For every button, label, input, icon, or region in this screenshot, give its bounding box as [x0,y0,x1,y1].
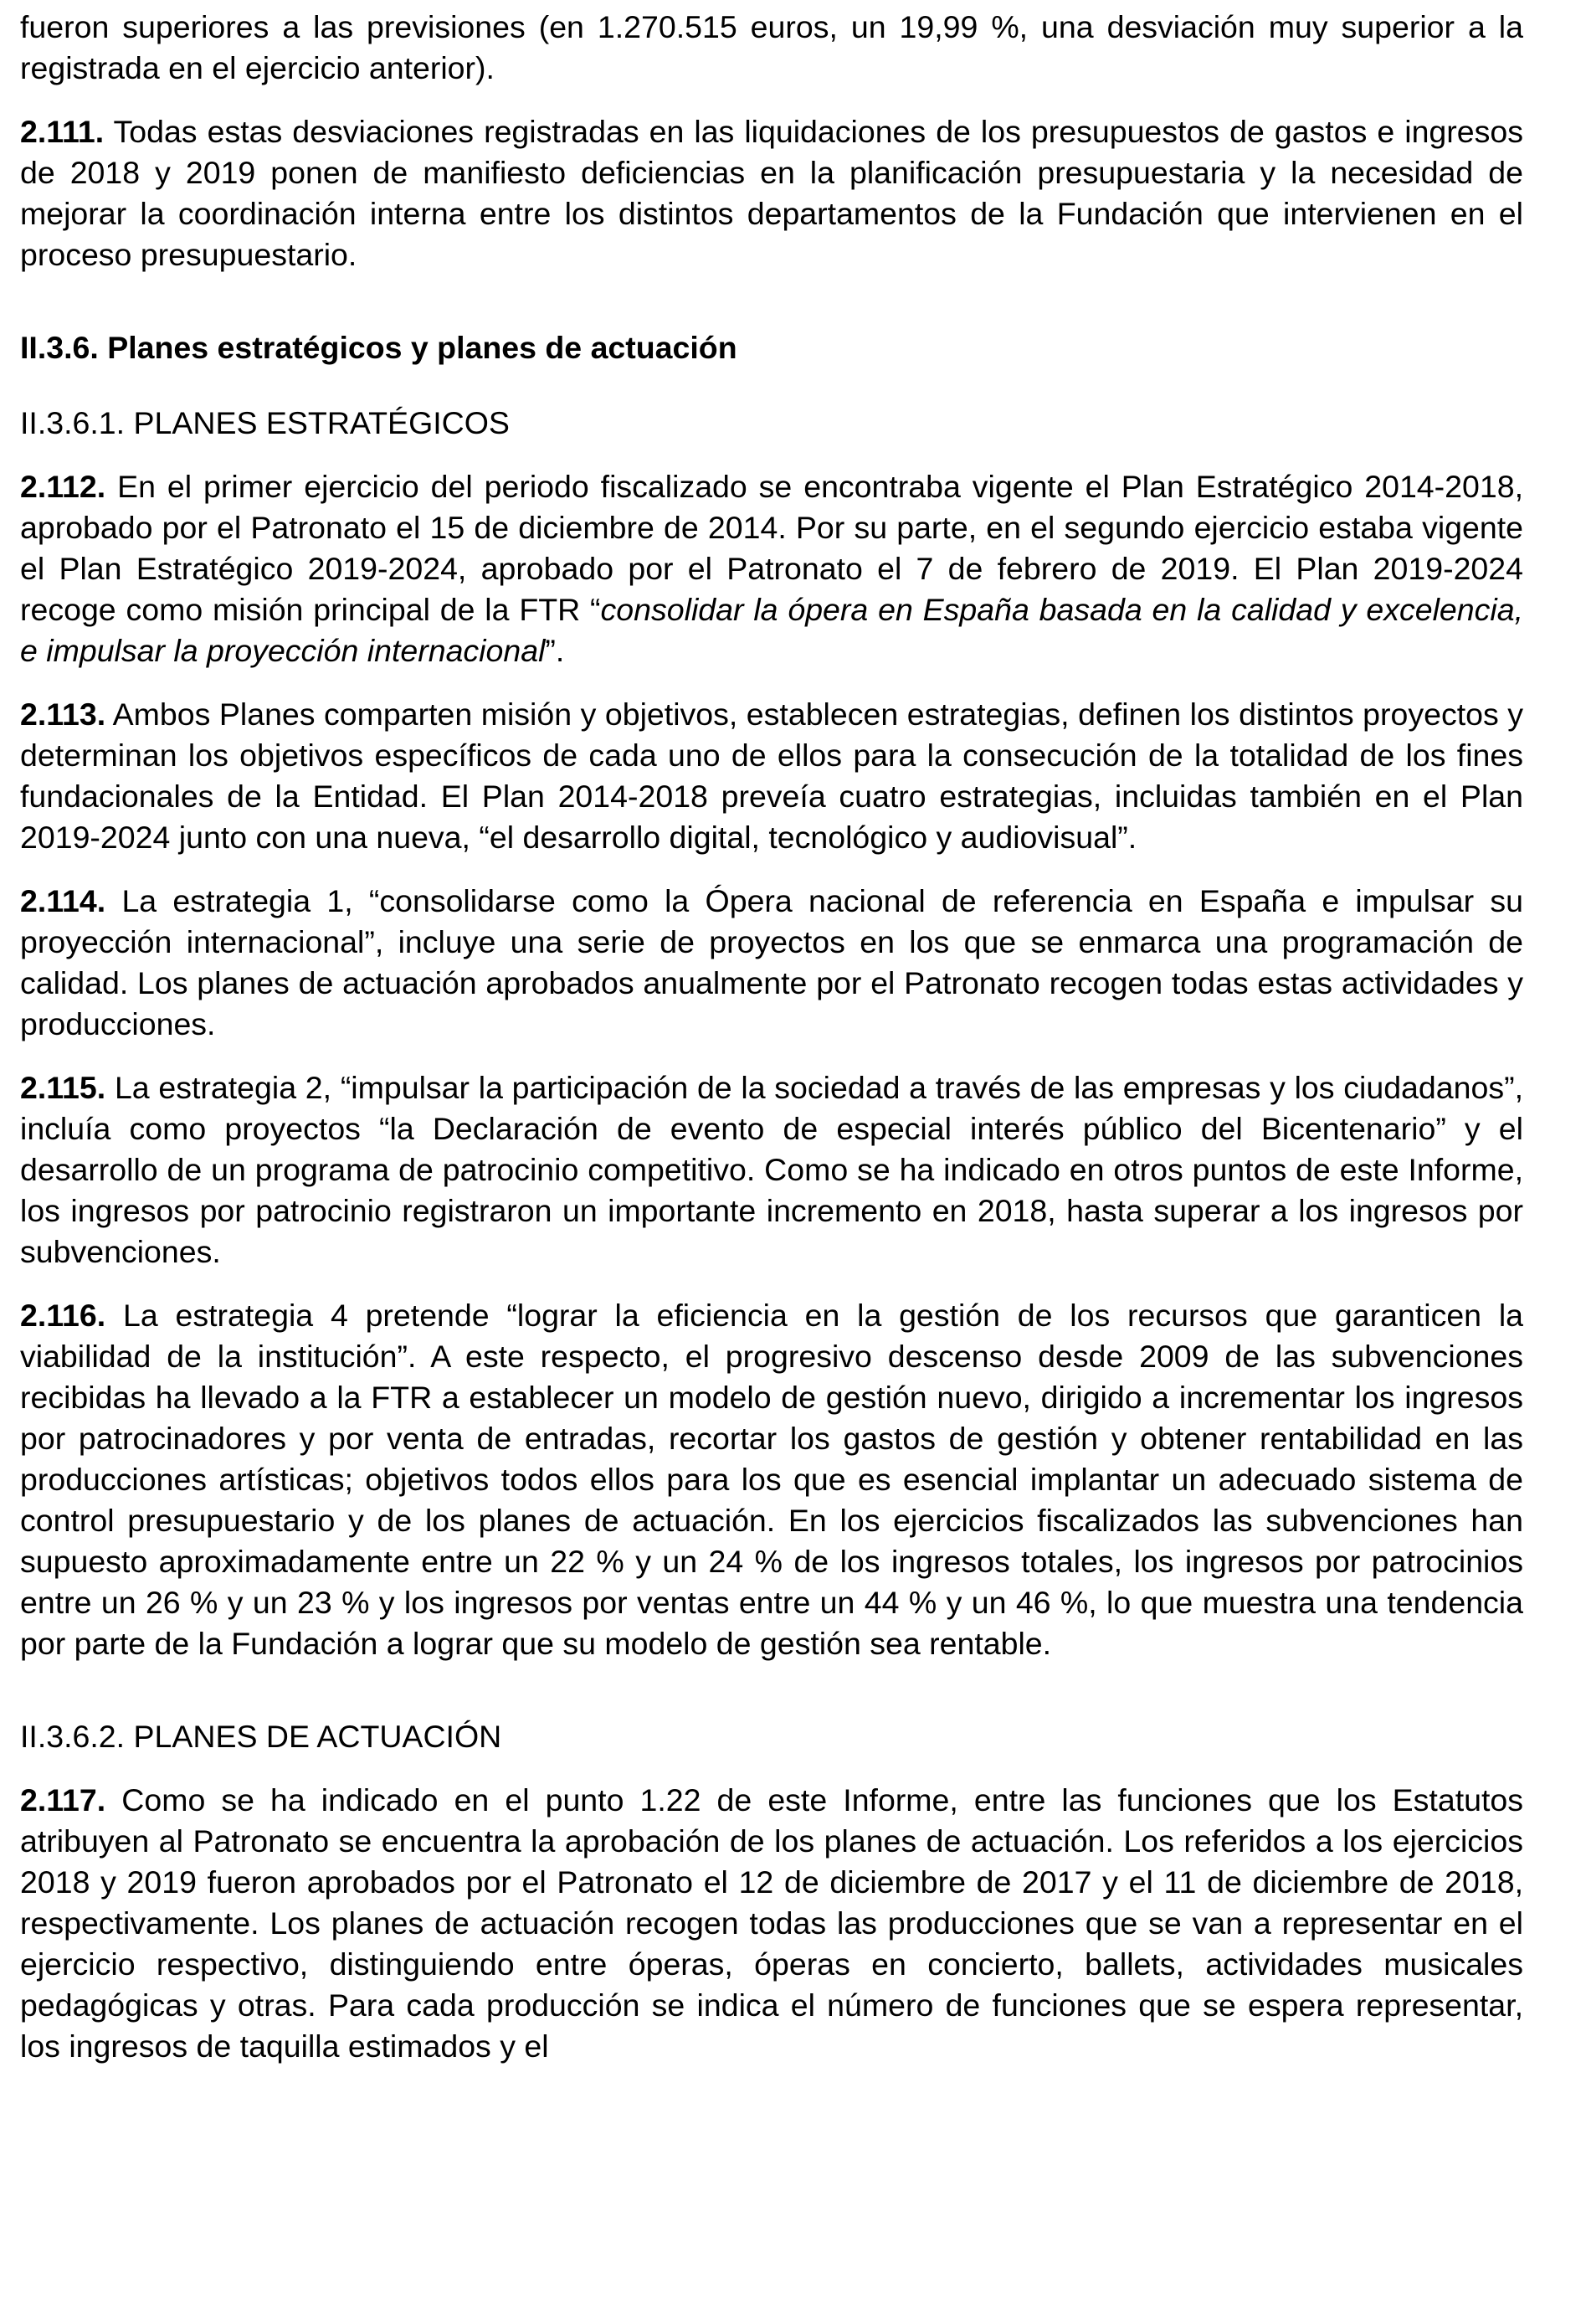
paragraph-number: 2.115. [20,1070,106,1105]
paragraph-2-113 [20,694,1523,858]
mission-quote: consolidar la ópera en España basada en la calidad y excelencia, e impulsar la proyección internacional [20,592,1523,668]
paragraph-number: 2.113. [20,697,106,732]
paragraph-text: La estrategia 1, “consolidarse como la Ópera nacional de referencia en España e impulsar su proyección internacional”, incluye una serie de proyectos en los que se enmarca una programación de calidad. Los planes de actuación aprobados anualmente por el Patronato recogen todas estas actividades y producciones. [20,883,1523,1041]
intro-text: fueron superiores a las previsiones (en 1.270.515 euros, un 19,99 %, una desviación muy superior a la registrada en el ejercicio anterior). [20,9,1523,85]
paragraph-number: 2.114. [20,883,106,918]
paragraph-2-111 [20,111,1523,275]
paragraph-2-112 [20,466,1523,671]
subsection-heading-planes-actuacion: II.3.6.2. PLANES DE ACTUACIÓN [20,1719,502,1754]
paragraph-text: La estrategia 4 pretende “lograr la eficiencia en la gestión de los recursos que garanticen la viabilidad de la institución”. A este respecto, el progresivo descenso desde 2009 de las subvenciones recibidas ha llevado a la FTR a establecer un modelo de gestión nuevo, dirigido a incrementar los ingresos por patrocinadores y por venta de entradas, recortar los gastos de gestión y obtener rentabilidad en las producciones artísticas; objetivos todos ellos para los que es esencial implantar un adecuado sistema de control presupuestario y de los planes de actuación. En los ejercicios fiscalizados las subvenciones han supuesto aproximadamente entre un 22 % y un 24 % de los ingresos totales, los ingresos por patrocinios entre un 26 % y un 23 % y los ingresos por ventas entre un 44 % y un 46 %, lo que muestra una tendencia por parte de la Fundación a lograr que su modelo de gestión sea rentable. [20,1298,1523,1661]
subsection-heading-planes-estrategicos: II.3.6.1. PLANES ESTRATÉGICOS [20,405,510,440]
paragraph-text: Todas estas desviaciones registradas en las liquidaciones de los presupuestos de gastos e ingresos de 2018 y 2019 ponen de manifiesto deficiencias en la planificación presupuestaria y la necesidad de mejorar la coordinación interna entre los distintos departamentos de la Fundación que intervienen en el proceso presupuestario. [20,114,1523,272]
document-page [20,7,1523,2067]
paragraph-2-114 [20,881,1523,1045]
section-heading: II.3.6. Planes estratégicos y planes de actuación [20,330,737,365]
paragraph-text: En el primer ejercicio del periodo fiscalizado se encontraba vigente el Plan Estratégico 2014-2018, aprobado por el Patronato el 15 de diciembre de 2014. Por su parte, en el segundo ejercicio estaba vigente el Plan Estratégico 2019-2024, aprobado por el Patronato el 7 de febrero de 2019. El Plan 2019-2024 recoge como misión principal de la FTR “ [20,469,1523,627]
paragraph-2-117 [20,1780,1523,2067]
intro-paragraph [20,7,1523,89]
paragraph-text: Ambos Planes comparten misión y objetivos, establecen estrategias, definen los distintos proyectos y determinan los objetivos específicos de cada uno de ellos para la consecución de la totalidad de los fines fundacionales de la Entidad. El Plan 2014-2018 preveía cuatro estrategias, incluidas también en el Plan 2019-2024 junto con una nueva, “el desarrollo digital, tecnológico y audiovisual”. [20,697,1523,855]
paragraph-number: 2.117. [20,1782,106,1818]
paragraph-number: 2.111. [20,114,105,149]
paragraph-2-116 [20,1295,1523,1664]
paragraph-number: 2.112. [20,469,106,504]
paragraph-2-115 [20,1067,1523,1273]
paragraph-text: La estrategia 2, “impulsar la participación de la sociedad a través de las empresas y los ciudadanos”, incluía como proyectos “la Declaración de evento de especial interés público del Bicentenario” y el desarrollo de un programa de patrocinio competitivo. Como se ha indicado en otros puntos de este Informe, los ingresos por patrocinio registraron un importante incremento en 2018, hasta superar a los ingresos por subvenciones. [20,1070,1523,1269]
paragraph-number: 2.116. [20,1298,106,1333]
paragraph-text: Como se ha indicado en el punto 1.22 de este Informe, entre las funciones que los Estatutos atribuyen al Patronato se encuentra la aprobación de los planes de actuación. Los referidos a los ejercicios 2018 y 2019 fueron aprobados por el Patronato el 12 de diciembre de 2017 y el 11 de diciembre de 2018, respectivamente. Los planes de actuación recogen todas las producciones que se van a representar en el ejercicio respectivo, distinguiendo entre óperas, óperas en concierto, ballets, actividades musicales pedagógicas y otras. Para cada producción se indica el número de funciones que se espera representar, los ingresos de taquilla estimados y el [20,1782,1523,2064]
paragraph-text-end: ”. [545,633,565,668]
